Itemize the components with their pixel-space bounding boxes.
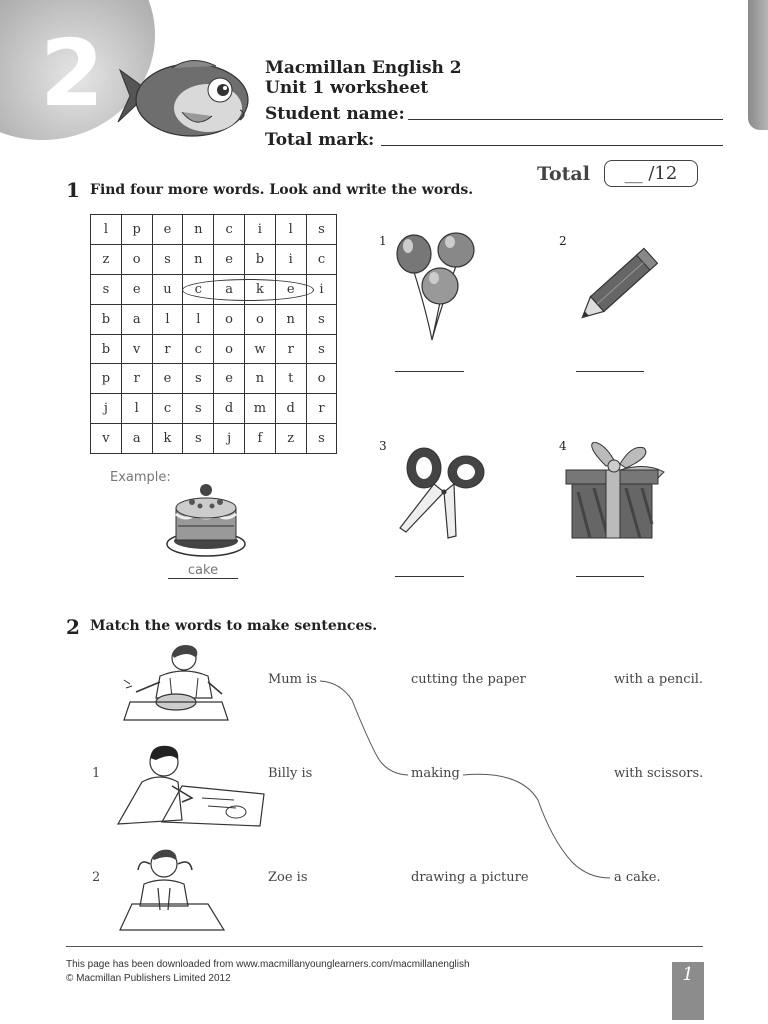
grid-cell: j	[214, 424, 245, 454]
total-score-box: __ /12	[604, 160, 698, 187]
grid-cell: s	[183, 424, 214, 454]
grid-cell: r	[306, 394, 337, 424]
grid-cell: c	[214, 215, 245, 245]
grid-cell: d	[275, 394, 306, 424]
grid-cell: e	[121, 274, 152, 304]
grid-cell: c	[306, 244, 337, 274]
grid-cell: l	[121, 394, 152, 424]
row-number-1: 1	[92, 766, 101, 781]
grid-cell: e	[152, 215, 183, 245]
grid-cell: l	[275, 215, 306, 245]
grid-cell: a	[121, 304, 152, 334]
grid-cell: i	[244, 215, 275, 245]
exercise-2-number: 2	[66, 615, 80, 639]
grid-cell: z	[275, 424, 306, 454]
grid-cell: m	[244, 394, 275, 424]
grid-cell: l	[183, 304, 214, 334]
grid-cell: p	[121, 215, 152, 245]
grid-cell: s	[306, 215, 337, 245]
grid-cell: b	[91, 334, 122, 364]
grid-cell: s	[183, 394, 214, 424]
grid-cell: j	[91, 394, 122, 424]
example-answer: cake	[187, 563, 219, 578]
grid-cell: s	[306, 334, 337, 364]
grid-cell: s	[306, 424, 337, 454]
worksheet-title: Macmillan English 2	[265, 58, 462, 78]
grid-cell: p	[91, 364, 122, 394]
picture-number-4: 4	[559, 439, 567, 453]
exercise-2-instruction: Match the words to make sentences.	[90, 618, 378, 634]
grid-cell: s	[91, 274, 122, 304]
grid-cell: o	[244, 304, 275, 334]
ending-cake[interactable]: a cake.	[614, 870, 661, 885]
grid-cell: n	[183, 215, 214, 245]
grid-cell: t	[275, 364, 306, 394]
grid-cell: d	[214, 394, 245, 424]
grid-cell: k	[244, 274, 275, 304]
picture-number-1: 1	[379, 234, 387, 248]
copyright: © Macmillan Publishers Limited 2012	[66, 973, 231, 984]
grid-cell: z	[91, 244, 122, 274]
grid-cell: e	[214, 244, 245, 274]
grid-cell: c	[152, 394, 183, 424]
grid-cell: e	[152, 364, 183, 394]
action-cutting[interactable]: cutting the paper	[411, 672, 526, 687]
student-name-label: Student name:	[265, 104, 405, 124]
subject-zoe[interactable]: Zoe is	[268, 870, 308, 885]
grid-cell: u	[152, 274, 183, 304]
grid-cell: w	[244, 334, 275, 364]
footer-rule	[66, 946, 703, 947]
exercise-1-instruction: Find four more words. Look and write the words.	[90, 182, 474, 198]
grid-cell: c	[183, 334, 214, 364]
grid-cell: k	[152, 424, 183, 454]
grid-cell: i	[306, 274, 337, 304]
grid-cell: n	[183, 244, 214, 274]
grid-cell: l	[152, 304, 183, 334]
grid-cell: a	[121, 424, 152, 454]
grid-cell: r	[275, 334, 306, 364]
page-number: 1	[682, 964, 694, 985]
grid-cell: f	[244, 424, 275, 454]
grid-cell: s	[183, 364, 214, 394]
grid-cell: s	[306, 304, 337, 334]
row-number-2: 2	[92, 870, 101, 885]
total-label: Total	[537, 163, 590, 185]
grid-cell: r	[152, 334, 183, 364]
grid-cell: b	[244, 244, 275, 274]
action-drawing[interactable]: drawing a picture	[411, 870, 529, 885]
grid-cell: o	[214, 304, 245, 334]
worksheet-subtitle: Unit 1 worksheet	[265, 78, 429, 98]
total-mark-label: Total mark:	[265, 130, 375, 150]
grid-cell: a	[214, 274, 245, 304]
grid-cell: i	[275, 244, 306, 274]
grid-cell: n	[244, 364, 275, 394]
subject-mum[interactable]: Mum is	[268, 672, 317, 687]
picture-number-3: 3	[379, 439, 387, 453]
grid-cell: c	[183, 274, 214, 304]
grid-cell: b	[91, 304, 122, 334]
grid-cell: n	[275, 304, 306, 334]
example-label: Example:	[110, 470, 171, 485]
subject-billy[interactable]: Billy is	[268, 766, 313, 781]
grid-cell: o	[214, 334, 245, 364]
grid-cell: r	[121, 364, 152, 394]
grid-cell: e	[275, 274, 306, 304]
download-note: This page has been downloaded from www.macmillanyounglearners.com/macmillanenglish	[66, 959, 470, 970]
exercise-1-number: 1	[66, 178, 80, 202]
grid-cell: o	[121, 244, 152, 274]
grid-cell: v	[91, 424, 122, 454]
grid-cell: o	[306, 364, 337, 394]
ending-scissors[interactable]: with scissors.	[614, 766, 704, 781]
picture-number-2: 2	[559, 234, 567, 248]
ending-pencil[interactable]: with a pencil.	[614, 672, 704, 687]
grid-cell: s	[152, 244, 183, 274]
action-making[interactable]: making	[411, 766, 460, 781]
unit-badge-number: 2	[40, 20, 105, 127]
grid-cell: v	[121, 334, 152, 364]
grid-cell: e	[214, 364, 245, 394]
grid-cell: l	[91, 215, 122, 245]
